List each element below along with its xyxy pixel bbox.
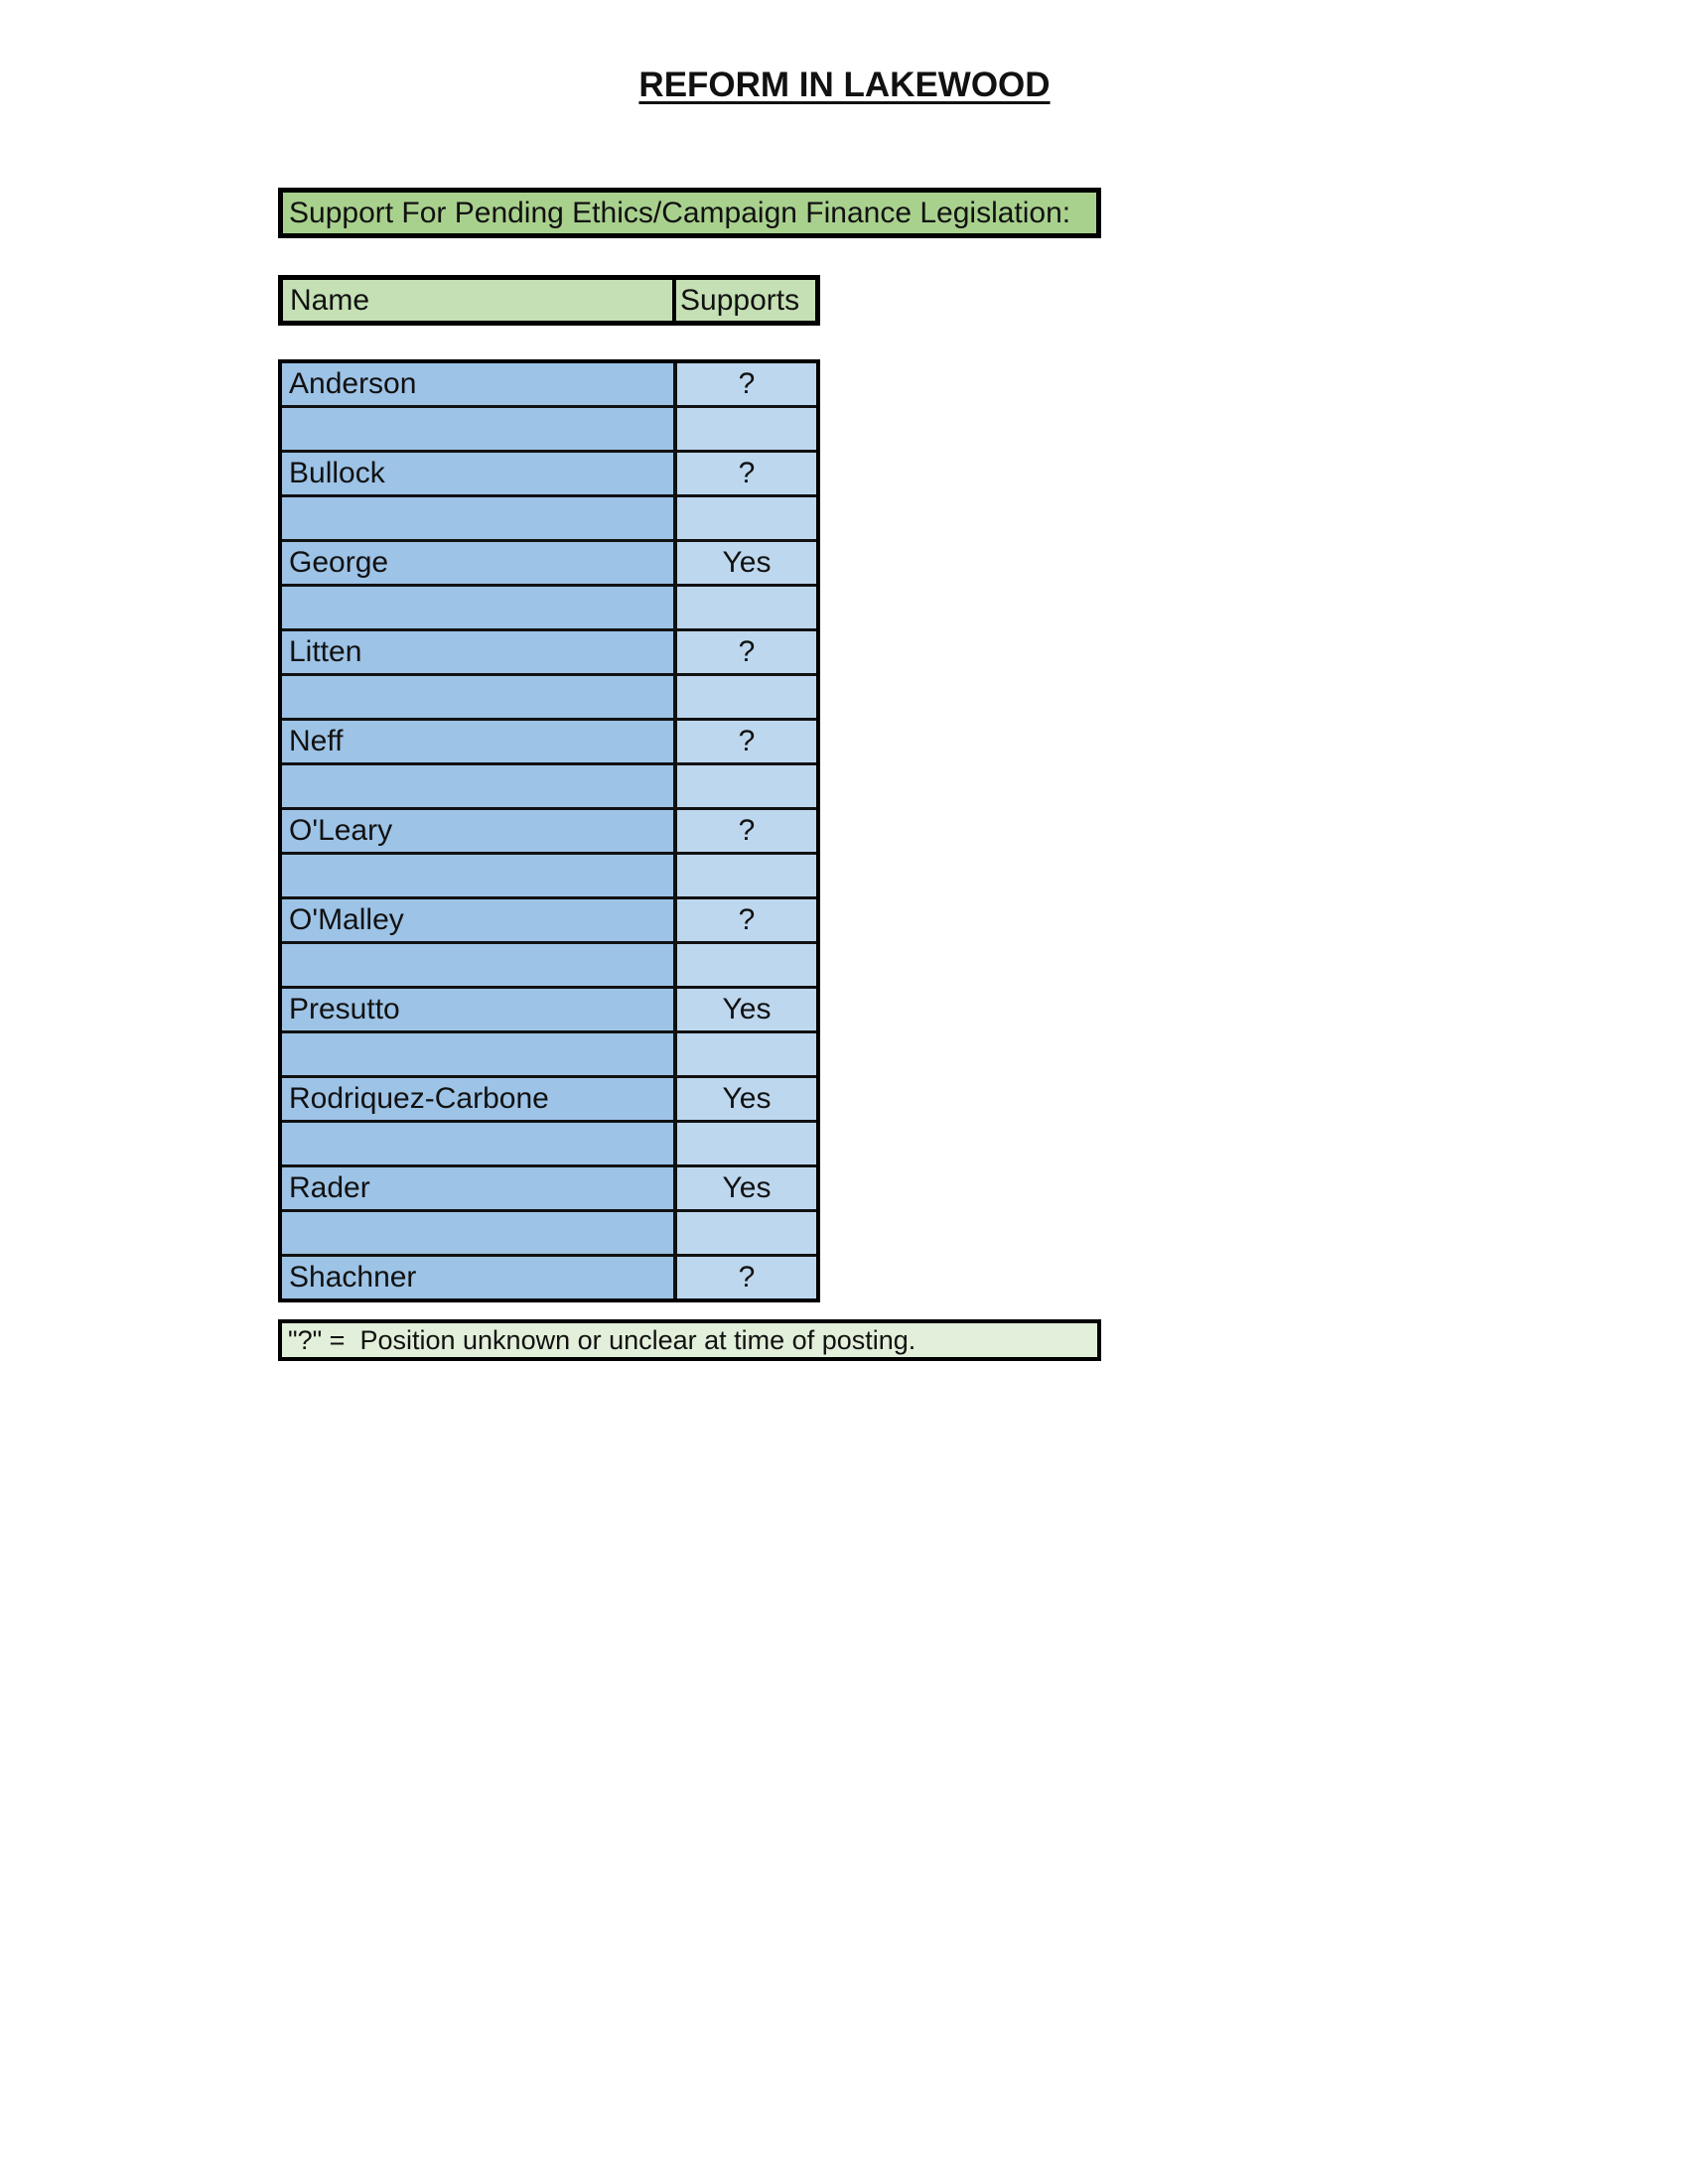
table-row: [282, 1078, 816, 1123]
name-cell: Bullock: [282, 453, 677, 494]
supports-cell: ?: [677, 363, 816, 405]
table-row: [282, 899, 816, 944]
supports-cell: Yes: [677, 1167, 816, 1209]
column-header-supports: Supports: [680, 284, 800, 317]
table-row: [282, 676, 816, 721]
table-row: [282, 631, 816, 676]
name-cell: Presutto: [282, 989, 677, 1030]
supports-cell: ?: [677, 810, 816, 852]
name-cell: [282, 765, 677, 807]
supports-cell: [677, 855, 816, 896]
supports-cell: Yes: [677, 1078, 816, 1120]
section-heading: Support For Pending Ethics/Campaign Finance Legislation:: [278, 188, 1101, 238]
name-cell: [282, 408, 677, 450]
table-row: [282, 721, 816, 765]
name-cell: George: [282, 542, 677, 584]
support-table: [278, 359, 820, 1302]
name-cell: Shachner: [282, 1257, 677, 1298]
supports-cell: ?: [677, 721, 816, 762]
table-header: [278, 275, 820, 326]
table-row: [282, 855, 816, 899]
name-cell: [282, 1033, 677, 1075]
name-cell: Rodriquez-Carbone: [282, 1078, 677, 1120]
name-cell: [282, 944, 677, 986]
table-row: [282, 1123, 816, 1167]
supports-cell: [677, 587, 816, 628]
name-cell: Anderson: [282, 363, 677, 405]
table-row: [282, 944, 816, 989]
table-row: [282, 1257, 816, 1298]
table-row: [282, 1167, 816, 1212]
column-header-name: Name: [283, 280, 676, 321]
supports-cell: [677, 1033, 816, 1075]
name-cell: Rader: [282, 1167, 677, 1209]
table-row: [282, 587, 816, 631]
supports-cell: [677, 408, 816, 450]
supports-cell: Yes: [677, 989, 816, 1030]
supports-cell: [677, 1123, 816, 1164]
supports-cell: ?: [677, 899, 816, 941]
table-row: [282, 363, 816, 408]
table-row: [282, 408, 816, 453]
supports-cell: [677, 944, 816, 986]
table-row: [282, 542, 816, 587]
name-cell: O'Leary: [282, 810, 677, 852]
table-row: [282, 453, 816, 497]
supports-cell: [677, 1212, 816, 1254]
table-row: [282, 989, 816, 1033]
name-cell: [282, 1212, 677, 1254]
supports-cell: Yes: [677, 542, 816, 584]
table-row: [282, 1212, 816, 1257]
supports-cell: ?: [677, 1257, 816, 1298]
table-row: [282, 765, 816, 810]
name-cell: Neff: [282, 721, 677, 762]
name-cell: [282, 855, 677, 896]
legend-note: "?" = Position unknown or unclear at time of posting.: [278, 1319, 1101, 1361]
supports-cell: [677, 765, 816, 807]
name-cell: O'Malley: [282, 899, 677, 941]
page-title: REFORM IN LAKEWOOD: [638, 66, 1051, 104]
table-row: [282, 497, 816, 542]
name-cell: [282, 1123, 677, 1164]
name-cell: [282, 497, 677, 539]
supports-cell: ?: [677, 453, 816, 494]
name-cell: Litten: [282, 631, 677, 673]
supports-cell: ?: [677, 631, 816, 673]
table-row: [282, 810, 816, 855]
name-cell: [282, 676, 677, 718]
supports-cell: [677, 497, 816, 539]
supports-cell: [677, 676, 816, 718]
table-row: [282, 1033, 816, 1078]
name-cell: [282, 587, 677, 628]
